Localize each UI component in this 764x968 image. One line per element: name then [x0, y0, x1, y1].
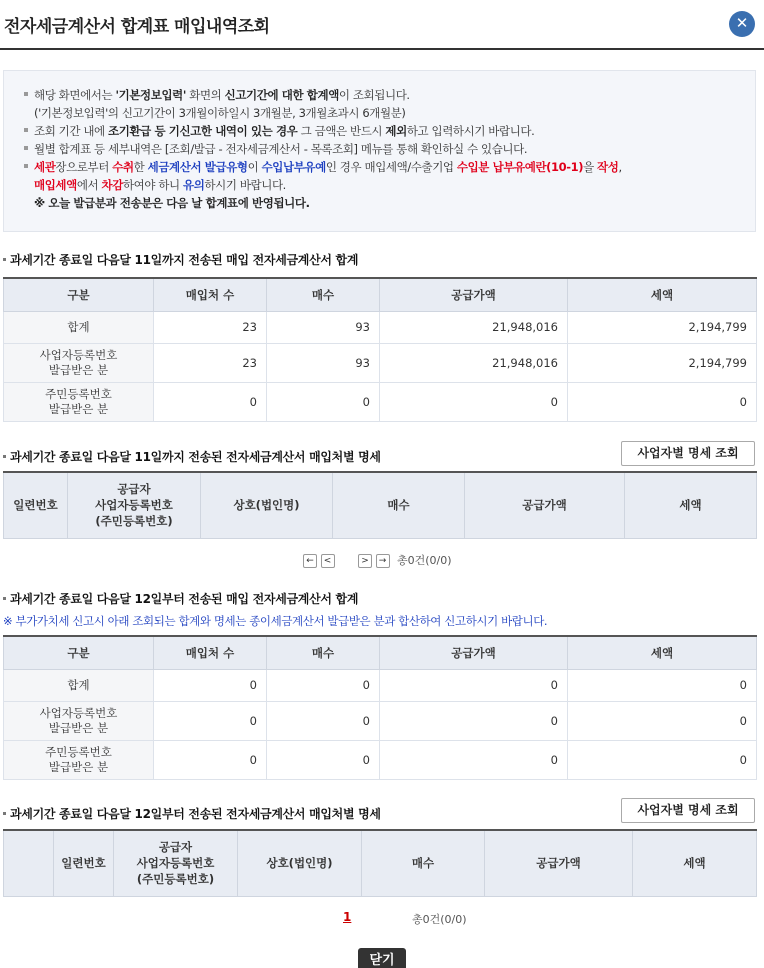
- header-supplier-count: 매입처 수: [154, 636, 267, 669]
- header-supplier-count: 매입처 수: [154, 278, 267, 311]
- table-header-row: [4, 472, 757, 538]
- cell-supply: 21,948,016: [380, 311, 568, 343]
- header-tax: 세액: [568, 636, 757, 669]
- header-company-name: 상호(법인명): [201, 472, 333, 538]
- table-row: [4, 701, 757, 740]
- section3-summary-table: [3, 635, 757, 780]
- pager-total: 총0건(0/0): [397, 554, 452, 567]
- title-bar: [0, 0, 764, 50]
- table-header-row: [4, 278, 757, 311]
- pagination: [303, 552, 452, 568]
- table-row: [4, 311, 757, 343]
- section1-title: 과세기간 종료일 다음달 11일까지 전송된 매입 전자세금계산서 합계: [3, 251, 358, 268]
- header-serial: 일련번호: [4, 472, 68, 538]
- header-supplier-id: 공급자 사업자등록번호 (주민등록번호): [68, 472, 201, 538]
- table-row: [4, 382, 757, 421]
- header-sheets: 매수: [267, 636, 380, 669]
- header-supplier-id: 공급자 사업자등록번호 (주민등록번호): [114, 830, 238, 896]
- cell-sheets: 0: [267, 740, 380, 779]
- header-checkbox-col: [4, 830, 54, 896]
- header-serial: 일련번호: [54, 830, 114, 896]
- close-button[interactable]: 닫기: [358, 948, 406, 968]
- cell-sheets: 93: [267, 343, 380, 382]
- cell-supply: 0: [380, 669, 568, 701]
- row-label: 주민등록번호 발급받은 분: [4, 740, 154, 779]
- page-title: 전자세금계산서 합계표 매입내역조회: [4, 17, 270, 37]
- header-supply-amount: 공급가액: [380, 636, 568, 669]
- cell-sheets: 93: [267, 311, 380, 343]
- header-supply-amount: 공급가액: [485, 830, 633, 896]
- header-category: 구분: [4, 278, 154, 311]
- cell-count: 23: [154, 311, 267, 343]
- pager-total-2: 총0건(0/0): [412, 913, 467, 926]
- cell-supply: 0: [380, 382, 568, 421]
- section4-title: 과세기간 종료일 다음달 12일부터 전송된 전자세금계산서 매입처별 명세: [3, 805, 381, 822]
- cell-supply: 0: [380, 701, 568, 740]
- section1-summary-table: [3, 277, 757, 422]
- table-row: [4, 343, 757, 382]
- notice-box: [3, 70, 756, 232]
- table-row: [4, 740, 757, 779]
- last-page-button[interactable]: →: [376, 554, 390, 568]
- row-label: 주민등록번호 발급받은 분: [4, 382, 154, 421]
- notice-line-3: 조회 기간 내에 조기환급 등 기신고한 내역이 있는 경우 그 금액은 반드시 제외하고 입력하시기 바랍니다.: [24, 122, 755, 140]
- cell-count: 23: [154, 343, 267, 382]
- notice-line-4: 월별 합계표 등 세부내역은 [조회/발급 - 전자세금계산서 - 목록조회] 메뉴를 통해 확인하실 수 있습니다.: [24, 140, 755, 158]
- header-sheets: 매수: [267, 278, 380, 311]
- notice-line-1: 해당 화면에서는 '기본정보입력' 화면의 신고기간에 대한 합계액이 조회됩니다.: [24, 86, 755, 104]
- header-supply-amount: 공급가액: [465, 472, 625, 538]
- cell-count: 0: [154, 701, 267, 740]
- cell-supply: 21,948,016: [380, 343, 568, 382]
- cell-tax: 0: [568, 740, 757, 779]
- cell-count: 0: [154, 740, 267, 779]
- cell-sheets: 0: [267, 669, 380, 701]
- header-tax: 세액: [633, 830, 757, 896]
- cell-tax: 2,194,799: [568, 343, 757, 382]
- header-tax: 세액: [625, 472, 757, 538]
- cell-tax: 2,194,799: [568, 311, 757, 343]
- row-label: 합계: [4, 311, 154, 343]
- prev-page-button[interactable]: <: [321, 554, 335, 568]
- next-page-button[interactable]: >: [358, 554, 372, 568]
- table-header-row: [4, 636, 757, 669]
- cell-count: 0: [154, 382, 267, 421]
- close-icon[interactable]: ✕: [729, 11, 755, 37]
- supplier-detail-button[interactable]: 사업자별 명세 조회: [621, 441, 755, 466]
- row-label: 합계: [4, 669, 154, 701]
- section2-detail-table: [3, 471, 757, 539]
- cell-tax: 0: [568, 701, 757, 740]
- header-supply-amount: 공급가액: [380, 278, 568, 311]
- cell-sheets: 0: [267, 701, 380, 740]
- row-label: 사업자등록번호 발급받은 분: [4, 701, 154, 740]
- notice-line-7: ※ 오늘 발급분과 전송분은 다음 날 합계표에 반영됩니다.: [34, 196, 310, 210]
- section4-detail-table: [3, 829, 757, 897]
- cell-sheets: 0: [267, 382, 380, 421]
- header-sheets: 매수: [362, 830, 485, 896]
- notice-line-2: ('기본정보입력'의 신고기간이 3개월이하일시 3개월분, 3개월초과시 6개월분): [34, 106, 406, 120]
- header-company-name: 상호(법인명): [238, 830, 362, 896]
- section3-title: 과세기간 종료일 다음달 12일부터 전송된 매입 전자세금계산서 합계: [3, 590, 358, 607]
- cell-tax: 0: [568, 669, 757, 701]
- cell-tax: 0: [568, 382, 757, 421]
- section3-note: ※ 부가가치세 신고시 아래 조회되는 합계와 명세는 종이세금계산서 발급받은 분과 합산하여 신고하시기 바랍니다.: [3, 614, 548, 628]
- first-page-button[interactable]: ←: [303, 554, 317, 568]
- section2-title: 과세기간 종료일 다음달 11일까지 전송된 전자세금계산서 매입처별 명세: [3, 448, 381, 465]
- supplier-detail-button-2[interactable]: 사업자별 명세 조회: [621, 798, 755, 823]
- notice-line-6: 매입세액에서 차감하여야 하니 유의하시기 바랍니다.: [34, 178, 286, 192]
- header-category: 구분: [4, 636, 154, 669]
- notice-line-5: 세관장으로부터 수취한 세금계산서 발급유형이 수입납부유예인 경우 매입세액/수출기업 수입분 납부유예란(10-1)을 작성,: [24, 158, 755, 176]
- page-link-1[interactable]: 1: [343, 910, 352, 924]
- header-tax: 세액: [568, 278, 757, 311]
- cell-supply: 0: [380, 740, 568, 779]
- table-row: [4, 669, 757, 701]
- cell-count: 0: [154, 669, 267, 701]
- header-sheets: 매수: [333, 472, 465, 538]
- row-label: 사업자등록번호 발급받은 분: [4, 343, 154, 382]
- table-header-row: [4, 830, 757, 896]
